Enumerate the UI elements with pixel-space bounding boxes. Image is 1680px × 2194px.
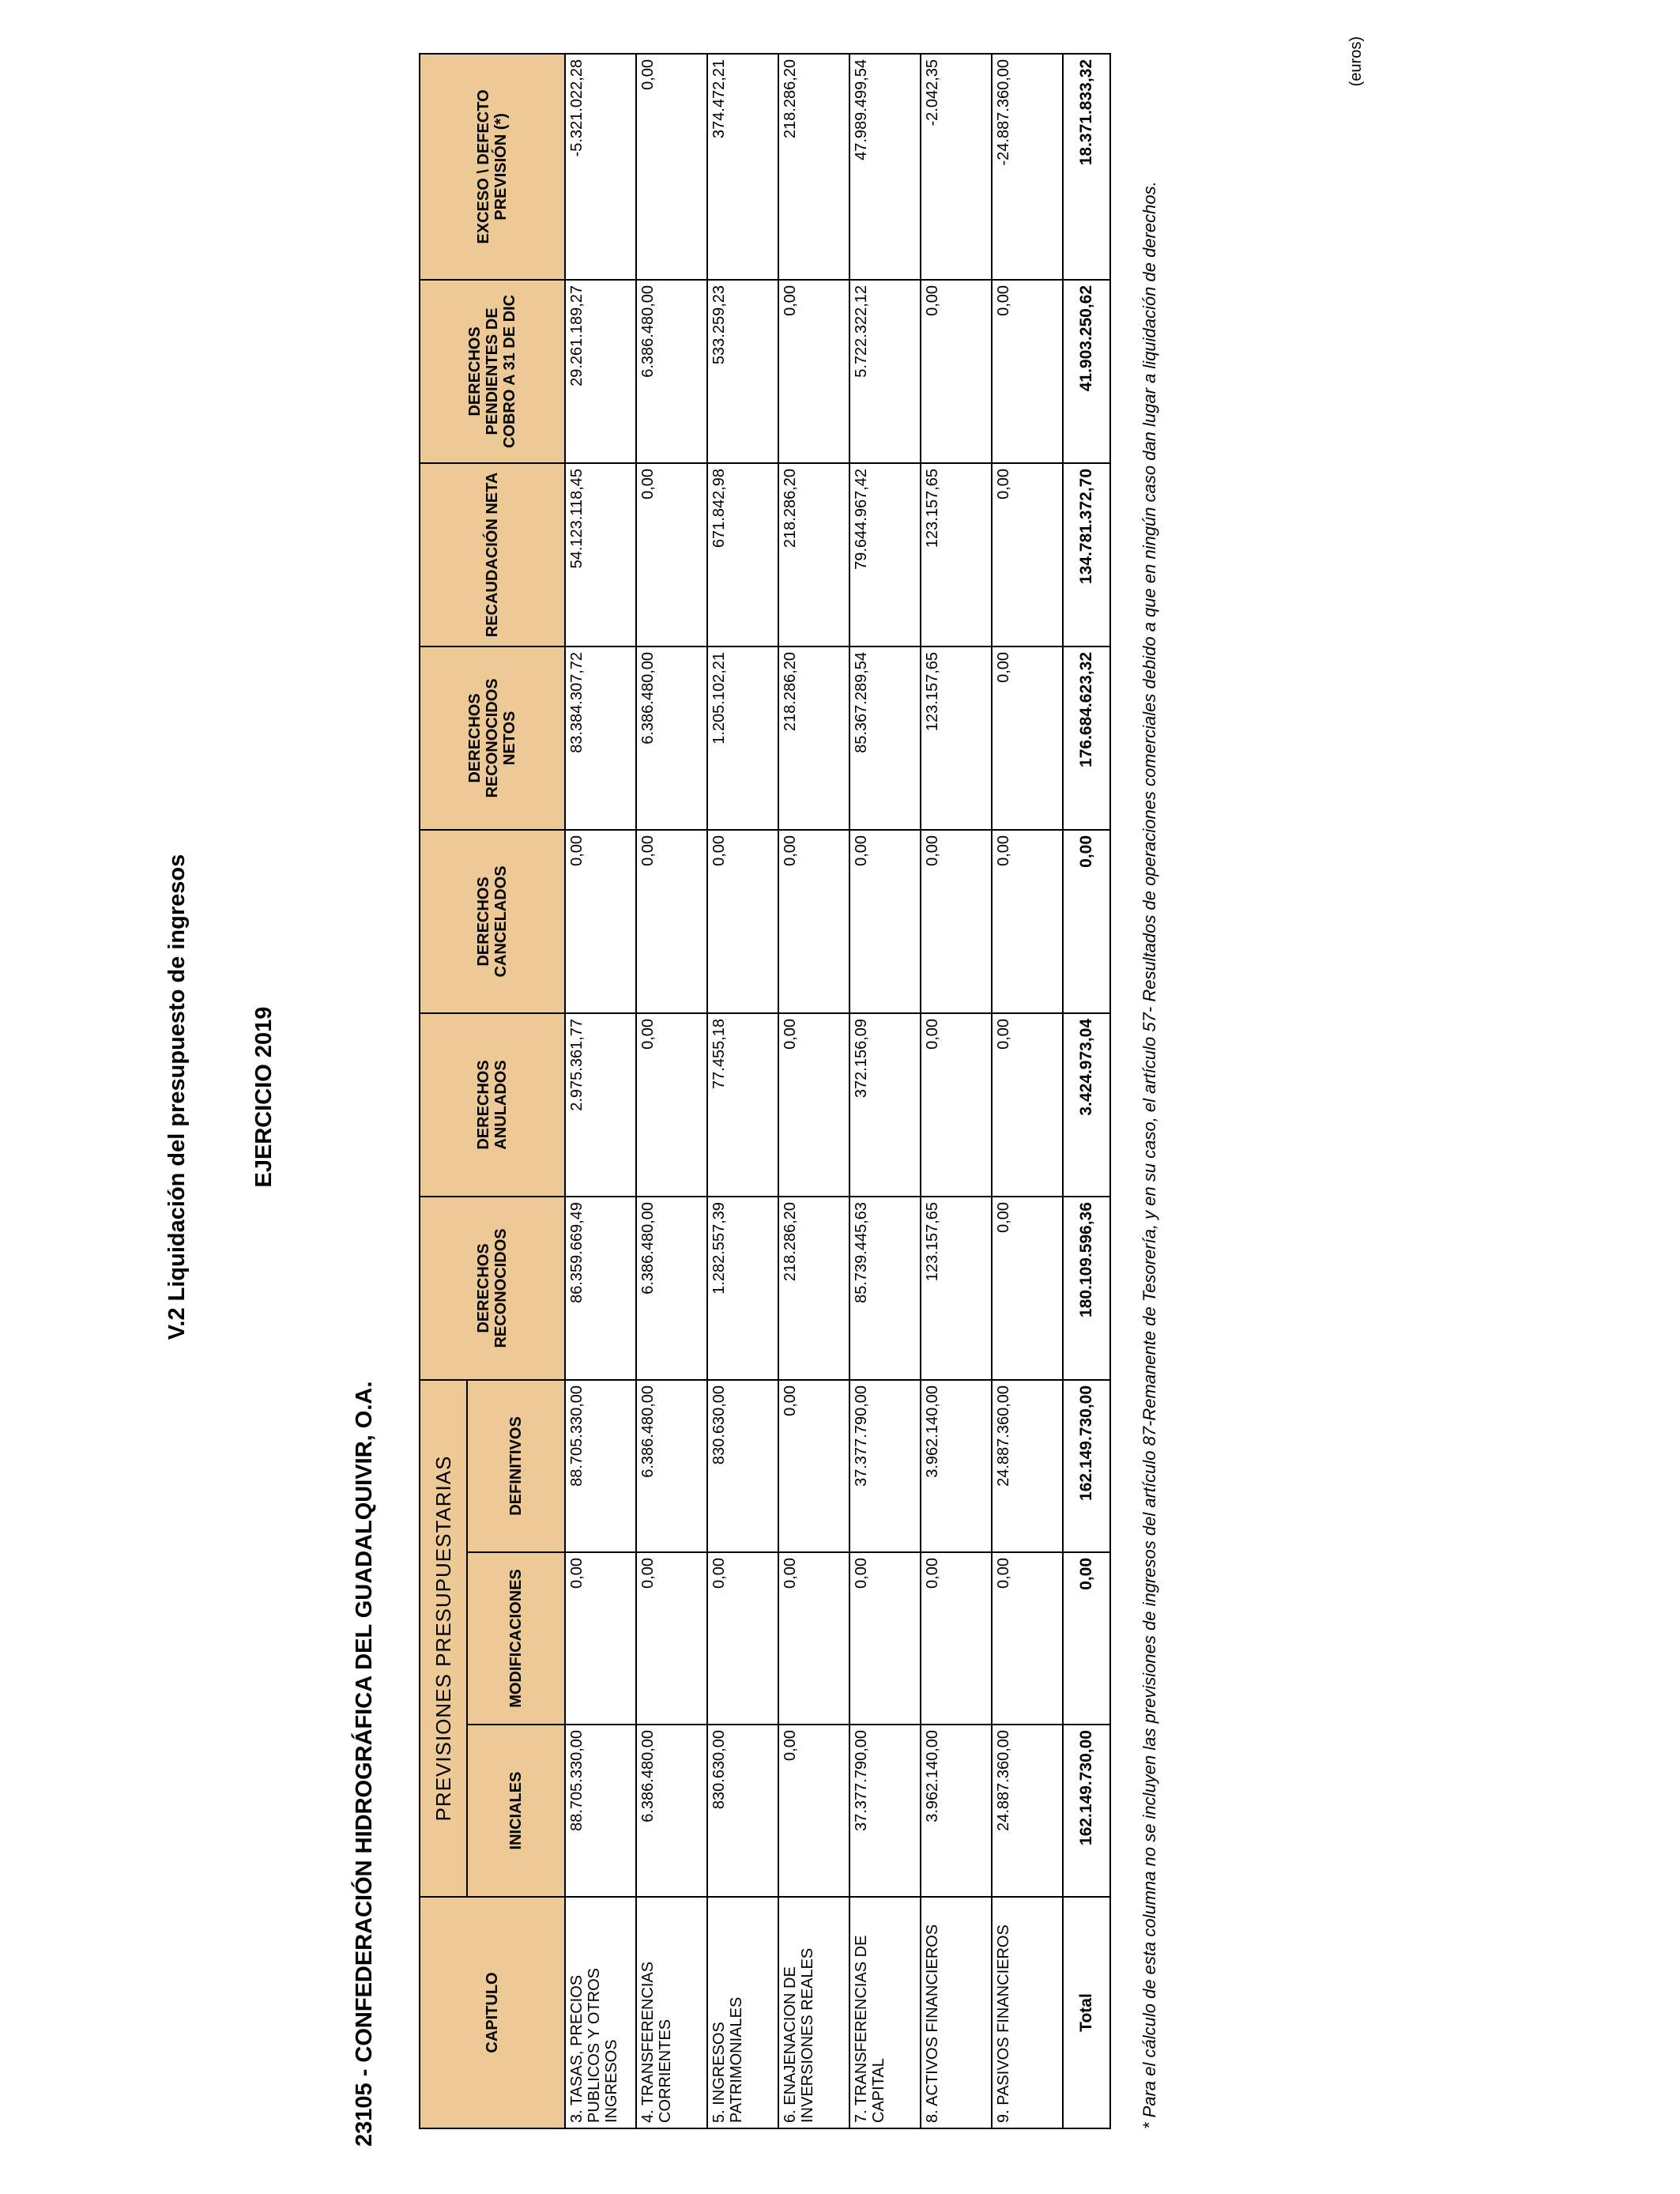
value-cell-mod: 0,00 bbox=[565, 1552, 636, 1725]
header-recaudacion-neta: RECAUDACIÓN NETA bbox=[420, 463, 565, 647]
table-row bbox=[992, 54, 1063, 2128]
header-previsiones: PREVISIONES PRESUPUESTARIAS bbox=[420, 1380, 467, 1897]
value-cell-def: 6.386.480,00 bbox=[636, 1380, 707, 1552]
value-cell-ini: 0,00 bbox=[778, 1725, 849, 1897]
value-cell-net: 1.205.102,21 bbox=[707, 647, 778, 830]
value-cell-rec: 1.282.557,39 bbox=[707, 1197, 778, 1380]
header-capitulo: CAPITULO bbox=[420, 1897, 565, 2128]
value-cell-exc: -24.887.360,00 bbox=[992, 54, 1063, 280]
exercise-year: EJERCICIO 2019 bbox=[251, 1006, 277, 1188]
total-cell-anu: 3.424.973,04 bbox=[1063, 1013, 1110, 1197]
total-row bbox=[1063, 54, 1110, 2128]
value-cell-can: 0,00 bbox=[707, 830, 778, 1013]
header-definitivos: DEFINITIVOS bbox=[467, 1380, 565, 1552]
table-row bbox=[778, 54, 849, 2128]
value-cell-rau: 54.123.118,45 bbox=[565, 463, 636, 647]
value-cell-can: 0,00 bbox=[992, 830, 1063, 1013]
value-cell-mod: 0,00 bbox=[707, 1552, 778, 1725]
value-cell-ini: 37.377.790,00 bbox=[849, 1725, 921, 1897]
header-derechos-reconocidos: DERECHOS RECONOCIDOS bbox=[420, 1197, 565, 1380]
value-cell-can: 0,00 bbox=[921, 830, 992, 1013]
header-derechos-reconocidos-netos: DERECHOS RECONOCIDOS NETOS bbox=[420, 647, 565, 830]
value-cell-exc: -2.042,35 bbox=[921, 54, 992, 280]
value-cell-net: 0,00 bbox=[992, 647, 1063, 830]
total-cell-net: 176.684.623,32 bbox=[1063, 647, 1110, 830]
value-cell-net: 6.386.480,00 bbox=[636, 647, 707, 830]
capitulo-cell: 8. ACTIVOS FINANCIEROS bbox=[921, 1897, 992, 2128]
value-cell-can: 0,00 bbox=[565, 830, 636, 1013]
value-cell-ini: 88.705.330,00 bbox=[565, 1725, 636, 1897]
value-cell-rec: 123.157,65 bbox=[921, 1197, 992, 1380]
value-cell-net: 123.157,65 bbox=[921, 647, 992, 830]
value-cell-ini: 830.630,00 bbox=[707, 1725, 778, 1897]
value-cell-def: 24.887.360,00 bbox=[992, 1380, 1063, 1552]
table-row bbox=[636, 54, 707, 2128]
value-cell-def: 88.705.330,00 bbox=[565, 1380, 636, 1552]
value-cell-rau: 0,00 bbox=[992, 463, 1063, 647]
value-cell-pen: 0,00 bbox=[921, 280, 992, 463]
value-cell-pen: 5.722.322,12 bbox=[849, 280, 921, 463]
value-cell-def: 37.377.790,00 bbox=[849, 1380, 921, 1552]
units-label: (euros) bbox=[1347, 36, 1365, 87]
header-exceso-defecto: EXCESO \ DEFECTO PREVISIÓN (*) bbox=[420, 54, 565, 280]
capitulo-cell: 4. TRANSFERENCIAS CORRIENTES bbox=[636, 1897, 707, 2128]
value-cell-ini: 24.887.360,00 bbox=[992, 1725, 1063, 1897]
header-modificaciones: MODIFICACIONES bbox=[467, 1552, 565, 1725]
value-cell-mod: 0,00 bbox=[921, 1552, 992, 1725]
table-body bbox=[565, 54, 1110, 2128]
value-cell-def: 0,00 bbox=[778, 1380, 849, 1552]
value-cell-ini: 6.386.480,00 bbox=[636, 1725, 707, 1897]
total-cell-ini: 162.149.730,00 bbox=[1063, 1725, 1110, 1897]
value-cell-rau: 0,00 bbox=[636, 463, 707, 647]
value-cell-rau: 79.644.967,42 bbox=[849, 463, 921, 647]
value-cell-pen: 0,00 bbox=[992, 280, 1063, 463]
value-cell-mod: 0,00 bbox=[849, 1552, 921, 1725]
value-cell-can: 0,00 bbox=[636, 830, 707, 1013]
value-cell-net: 85.367.289,54 bbox=[849, 647, 921, 830]
footnote: * Para el cálculo de esta columna no se incluyen las previsiones de ingresos del artículo 87-Remanente de Tesorería, y en su caso, el artículo 57- Resultados de operaciones comerciales debido a que en ningún caso dan lugar a liquidación de derechos. bbox=[1139, 181, 1159, 2129]
value-cell-rau: 123.157,65 bbox=[921, 463, 992, 647]
value-cell-pen: 533.259,23 bbox=[707, 280, 778, 463]
total-cell-exc: 18.371.833,32 bbox=[1063, 54, 1110, 280]
value-cell-pen: 6.386.480,00 bbox=[636, 280, 707, 463]
value-cell-anu: 0,00 bbox=[921, 1013, 992, 1197]
value-cell-exc: 374.472,21 bbox=[707, 54, 778, 280]
value-cell-pen: 29.261.189,27 bbox=[565, 280, 636, 463]
capitulo-cell: 7. TRANSFERENCIAS DE CAPITAL bbox=[849, 1897, 921, 2128]
value-cell-mod: 0,00 bbox=[636, 1552, 707, 1725]
value-cell-ini: 3.962.140,00 bbox=[921, 1725, 992, 1897]
table-row bbox=[849, 54, 921, 2128]
value-cell-anu: 372.156,09 bbox=[849, 1013, 921, 1197]
capitulo-cell: 6. ENAJENACION DE INVERSIONES REALES bbox=[778, 1897, 849, 2128]
value-cell-pen: 0,00 bbox=[778, 280, 849, 463]
value-cell-can: 0,00 bbox=[778, 830, 849, 1013]
header-derechos-pendientes: DERECHOS PENDIENTES DE COBRO A 31 DE DIC bbox=[420, 280, 565, 463]
table-row bbox=[921, 54, 992, 2128]
value-cell-def: 3.962.140,00 bbox=[921, 1380, 992, 1552]
table-row bbox=[707, 54, 778, 2128]
capitulo-cell: 3. TASAS, PRECIOS PUBLICOS Y OTROS INGRESOS bbox=[565, 1897, 636, 2128]
value-cell-anu: 2.975.361,77 bbox=[565, 1013, 636, 1197]
value-cell-rec: 0,00 bbox=[992, 1197, 1063, 1380]
value-cell-rec: 218.286,20 bbox=[778, 1197, 849, 1380]
total-cell-mod: 0,00 bbox=[1063, 1552, 1110, 1725]
total-cell-pen: 41.903.250,62 bbox=[1063, 280, 1110, 463]
organization-name: 23105 - CONFEDERACIÓN HIDROGRÁFICA DEL GUADALQUIVIR, O.A. bbox=[352, 1381, 377, 2147]
value-cell-anu: 77.455,18 bbox=[707, 1013, 778, 1197]
header-iniciales: INICIALES bbox=[467, 1725, 565, 1897]
budget-table bbox=[419, 53, 1111, 2129]
total-label: Total bbox=[1063, 1897, 1110, 2128]
value-cell-anu: 0,00 bbox=[778, 1013, 849, 1197]
value-cell-net: 218.286,20 bbox=[778, 647, 849, 830]
value-cell-rec: 86.359.669,49 bbox=[565, 1197, 636, 1380]
header-derechos-anulados: DERECHOS ANULADOS bbox=[420, 1013, 565, 1197]
value-cell-exc: 0,00 bbox=[636, 54, 707, 280]
total-cell-can: 0,00 bbox=[1063, 830, 1110, 1013]
capitulo-cell: 5. INGRESOS PATRIMONIALES bbox=[707, 1897, 778, 2128]
total-cell-rau: 134.781.372,70 bbox=[1063, 463, 1110, 647]
value-cell-rau: 671.842,98 bbox=[707, 463, 778, 647]
value-cell-anu: 0,00 bbox=[992, 1013, 1063, 1197]
value-cell-exc: -5.321.022,28 bbox=[565, 54, 636, 280]
header-derechos-cancelados: DERECHOS CANCELADOS bbox=[420, 830, 565, 1013]
value-cell-rec: 6.386.480,00 bbox=[636, 1197, 707, 1380]
value-cell-anu: 0,00 bbox=[636, 1013, 707, 1197]
value-cell-rau: 218.286,20 bbox=[778, 463, 849, 647]
table-row bbox=[565, 54, 636, 2128]
value-cell-can: 0,00 bbox=[849, 830, 921, 1013]
value-cell-net: 83.384.307,72 bbox=[565, 647, 636, 830]
page-title: V.2 Liquidación del presupuesto de ingresos bbox=[164, 854, 190, 1340]
value-cell-def: 830.630,00 bbox=[707, 1380, 778, 1552]
value-cell-mod: 0,00 bbox=[778, 1552, 849, 1725]
value-cell-mod: 0,00 bbox=[992, 1552, 1063, 1725]
capitulo-cell: 9. PASIVOS FINANCIEROS bbox=[992, 1897, 1063, 2128]
total-cell-def: 162.149.730,00 bbox=[1063, 1380, 1110, 1552]
value-cell-exc: 218.286,20 bbox=[778, 54, 849, 280]
value-cell-rec: 85.739.445,63 bbox=[849, 1197, 921, 1380]
total-cell-rec: 180.109.596,36 bbox=[1063, 1197, 1110, 1380]
value-cell-exc: 47.989.499,54 bbox=[849, 54, 921, 280]
